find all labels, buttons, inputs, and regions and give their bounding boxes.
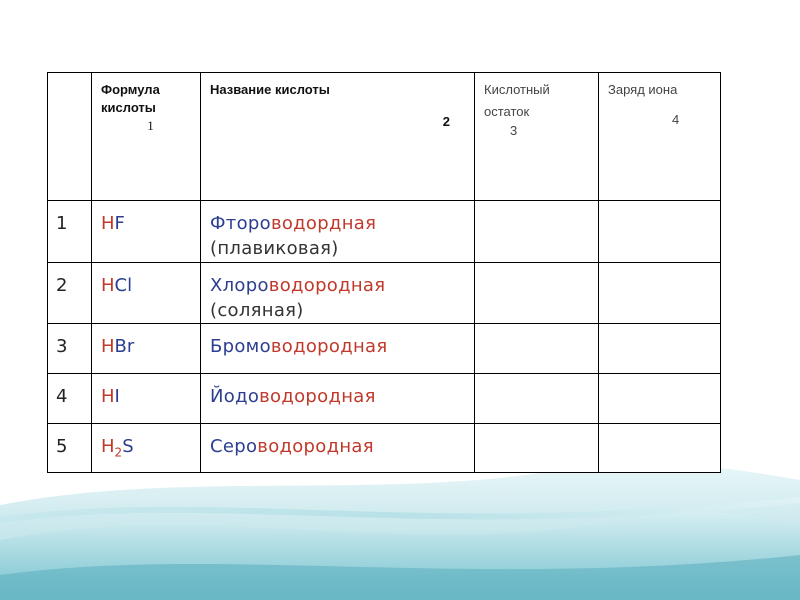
acid-name-suffix: водордная: [270, 213, 377, 234]
charge-cell: [599, 324, 721, 374]
formula-element: S: [122, 436, 134, 457]
acid-name-cell: [201, 324, 475, 374]
formula-cell: [92, 324, 201, 374]
acid-name-root: Фторо: [210, 213, 271, 234]
residue-cell: [475, 374, 599, 424]
charge-cell: [599, 263, 721, 324]
row-number: 4: [48, 374, 92, 424]
row-number: 5: [48, 424, 92, 473]
charge-cell: [599, 424, 721, 473]
formula-cell: [92, 424, 201, 473]
header-cell-acid-residue: [475, 73, 599, 201]
row-number: 3: [48, 324, 92, 374]
acids-table: [47, 72, 721, 473]
formula-cell: [92, 201, 201, 263]
header-acid-name-title: Название кислоты: [210, 82, 330, 97]
table-row: [48, 201, 721, 263]
acid-trivial-name: (плавиковая): [210, 238, 339, 259]
formula-cell: [92, 263, 201, 324]
formula-element: Br: [114, 336, 135, 357]
row-number: 2: [48, 263, 92, 324]
header-formula-number: 1: [147, 118, 154, 133]
formula-element: I: [114, 386, 120, 407]
residue-cell: [475, 263, 599, 324]
residue-cell: [475, 424, 599, 473]
table-row: [48, 374, 721, 424]
header-residue-number: 3: [510, 123, 518, 138]
header-charge-number: 4: [672, 112, 680, 127]
charge-cell: [599, 201, 721, 263]
formula-cell: [92, 374, 201, 424]
formula-subscript: 2: [114, 445, 123, 460]
header-cell-number: [48, 73, 92, 201]
formula-hydrogen: H: [101, 275, 115, 296]
acid-name-root: Бромо: [210, 336, 271, 357]
formula-hydrogen: H: [101, 436, 115, 457]
formula-hydrogen: H: [101, 336, 115, 357]
acid-name-suffix: водородная: [270, 336, 388, 357]
table-row: [48, 263, 721, 324]
row-number: 1: [48, 201, 92, 263]
residue-cell: [475, 201, 599, 263]
acid-name-cell: [201, 201, 475, 263]
acid-name-root: Хлоро: [210, 275, 269, 296]
formula-element: Cl: [114, 275, 133, 296]
residue-cell: [475, 324, 599, 374]
formula-hydrogen: H: [101, 386, 115, 407]
table-row: [48, 424, 721, 473]
acid-name-cell: [201, 374, 475, 424]
header-residue-line2: остаток: [484, 104, 530, 119]
header-cell-ion-charge: [599, 73, 721, 201]
header-cell-formula: [92, 73, 201, 201]
acid-name-suffix: водородная: [259, 386, 376, 407]
charge-cell: [599, 374, 721, 424]
table-header-row: [48, 73, 721, 201]
header-formula-line2: кислоты: [101, 100, 156, 115]
acid-name-root: Серо: [210, 436, 258, 457]
acid-name-root: Йодо: [210, 386, 260, 407]
header-charge-title: Заряд иона: [608, 82, 678, 97]
header-residue-line1: Кислотный: [484, 82, 550, 97]
acid-name-suffix: водородная: [268, 275, 386, 296]
acid-name-suffix: водородная: [257, 436, 374, 457]
header-acid-name-number: 2: [442, 114, 450, 129]
formula-element: F: [114, 213, 125, 234]
header-cell-acid-name: [201, 73, 475, 201]
table-row: [48, 324, 721, 374]
formula-hydrogen: H: [101, 213, 115, 234]
acid-name-cell: [201, 263, 475, 324]
header-formula-line1: Формула: [101, 82, 160, 97]
acid-name-cell: [201, 424, 475, 473]
acid-trivial-name: (соляная): [210, 300, 304, 321]
